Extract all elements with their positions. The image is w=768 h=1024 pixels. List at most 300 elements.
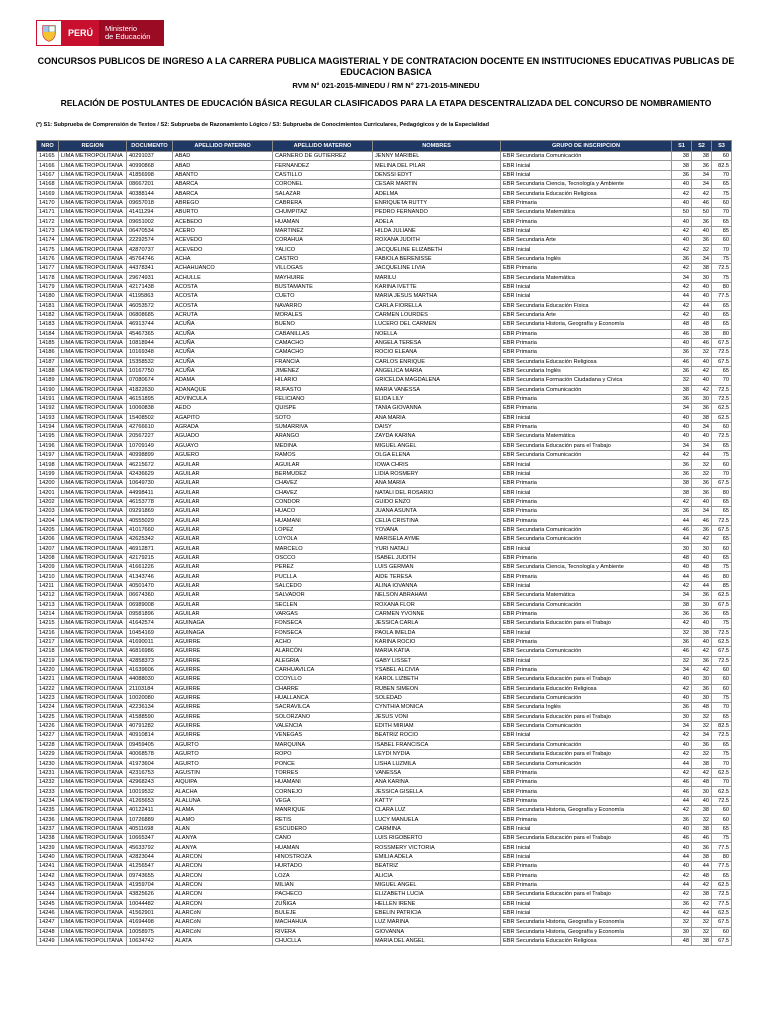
cell-region: LIMA METROPOLITANA <box>59 600 127 609</box>
cell-s1: 42 <box>672 768 692 777</box>
cell-grupo-inscripcion: EBR Primaria <box>501 815 672 824</box>
cell-region: LIMA METROPOLITANA <box>59 581 127 590</box>
cell-grupo-inscripcion: EBR Primaria <box>501 665 672 674</box>
cell-s3: 72.5 <box>712 890 732 899</box>
table-row <box>37 488 732 497</box>
cell-apellido-materno: CABRERA <box>273 198 373 207</box>
cell-s1: 36 <box>672 637 692 646</box>
cell-apellido-paterno: ACHAHUANCO <box>173 264 273 273</box>
cell-apellido-materno: CHAVEZ <box>273 488 373 497</box>
table-row <box>37 432 732 441</box>
table-row <box>37 469 732 478</box>
cell-nombres: JESSICA GISELLA <box>373 787 501 796</box>
table-row <box>37 843 732 852</box>
table-row <box>37 787 732 796</box>
table-row <box>37 656 732 665</box>
cell-documento: 10019532 <box>127 787 173 796</box>
cell-documento: 46053572 <box>127 301 173 310</box>
cell-grupo-inscripcion: EBR Secundaria Comunicación <box>501 647 672 656</box>
cell-s2: 36 <box>692 684 712 693</box>
cell-s2: 44 <box>692 301 712 310</box>
cell-s1: 32 <box>672 628 692 637</box>
cell-s1: 44 <box>672 796 692 805</box>
cell-s1: 36 <box>672 469 692 478</box>
cell-apellido-paterno: ACUÑA <box>173 357 273 366</box>
cell-nro: 14200 <box>37 479 59 488</box>
cell-nombres: ROXANA JUDITH <box>373 236 501 245</box>
cell-nombres: GABY LISSET <box>373 656 501 665</box>
table-row <box>37 404 732 413</box>
cell-documento: 10649730 <box>127 479 173 488</box>
table-row <box>37 189 732 198</box>
column-header-region: REGION <box>59 141 127 152</box>
table-row <box>37 750 732 759</box>
cell-nro: 14168 <box>37 180 59 189</box>
cell-grupo-inscripcion: EBR Primaria <box>501 479 672 488</box>
cell-nro: 14230 <box>37 759 59 768</box>
cell-apellido-materno: VILLOGAS <box>273 264 373 273</box>
cell-grupo-inscripcion: EBR Secundaria Comunicación <box>501 451 672 460</box>
cell-nombres: ZAYDA KARINA <box>373 432 501 441</box>
cell-s2: 30 <box>692 394 712 403</box>
cell-s2: 32 <box>692 721 712 730</box>
cell-documento: 09459405 <box>127 740 173 749</box>
cell-documento: 46912871 <box>127 544 173 553</box>
cell-nro: 14182 <box>37 310 59 319</box>
cell-nombres: LISHA LUZMILA <box>373 759 501 768</box>
cell-grupo-inscripcion: EBR Inicial <box>501 852 672 861</box>
cell-s3: 75 <box>712 750 732 759</box>
cell-s2: 34 <box>692 441 712 450</box>
cell-s2: 32 <box>692 460 712 469</box>
cell-grupo-inscripcion: EBR Secundaria Ciencia, Tecnología y Ambiente <box>501 563 672 572</box>
table-row <box>37 712 732 721</box>
cell-apellido-paterno: ACOSTA <box>173 282 273 291</box>
cell-grupo-inscripcion: EBR Primaria <box>501 338 672 347</box>
table-row <box>37 899 732 908</box>
table-row <box>37 553 732 562</box>
cell-s3: 65 <box>712 609 732 618</box>
cell-s3: 72.5 <box>712 432 732 441</box>
cell-grupo-inscripcion: EBR Primaria <box>501 796 672 805</box>
cell-region: LIMA METROPOLITANA <box>59 787 127 796</box>
cell-s2: 30 <box>692 544 712 553</box>
cell-grupo-inscripcion: EBR Secundaria Historia, Geografía y Economía <box>501 806 672 815</box>
cell-apellido-materno: ACHO <box>273 637 373 646</box>
table-body <box>37 152 732 946</box>
cell-apellido-paterno: AGUILAR <box>173 563 273 572</box>
cell-s2: 36 <box>692 609 712 618</box>
cell-documento: 42179215 <box>127 553 173 562</box>
document-subtitle: RELACIÓN DE POSTULANTES DE EDUCACIÓN BÁSICA REGULAR CLASIFICADOS PARA LA ETAPA DESCENTRALIZADA DEL CONCURSO DE NOMBRAMIENTO <box>60 98 712 108</box>
cell-region: LIMA METROPOLITANA <box>59 525 127 534</box>
cell-region: LIMA METROPOLITANA <box>59 161 127 170</box>
cell-nro: 14241 <box>37 862 59 871</box>
cell-apellido-paterno: ALARCON <box>173 852 273 861</box>
cell-s3: 80 <box>712 488 732 497</box>
cell-apellido-materno: ALARCÓN <box>273 647 373 656</box>
cell-grupo-inscripcion: EBR Secundaria Formación Ciudadana y Cívica <box>501 376 672 385</box>
cell-region: LIMA METROPOLITANA <box>59 712 127 721</box>
cell-grupo-inscripcion: EBR Inicial <box>501 899 672 908</box>
cell-s2: 44 <box>692 581 712 590</box>
resolution-reference: RVM N° 021-2015-MINEDU / RM N° 271-2015-MINEDU <box>292 81 480 90</box>
table-row <box>37 226 732 235</box>
cell-apellido-paterno: AGUIRRE <box>173 703 273 712</box>
cell-nro: 14193 <box>37 413 59 422</box>
table-row <box>37 880 732 889</box>
table-row <box>37 338 732 347</box>
cell-apellido-materno: HILARIO <box>273 376 373 385</box>
cell-nro: 14166 <box>37 161 59 170</box>
cell-nombres: CARMEN LOURDES <box>373 310 501 319</box>
cell-region: LIMA METROPOLITANA <box>59 675 127 684</box>
cell-apellido-paterno: ADANAQUE <box>173 385 273 394</box>
table-row <box>37 628 732 637</box>
cell-apellido-paterno: AGUILAR <box>173 609 273 618</box>
cell-documento: 20567227 <box>127 432 173 441</box>
cell-documento: 46153778 <box>127 497 173 506</box>
column-header-documento: DOCUMENTO <box>127 141 173 152</box>
cell-nombres: KATTY <box>373 796 501 805</box>
cell-nro: 14206 <box>37 535 59 544</box>
cell-nombres: ANA MARIA <box>373 413 501 422</box>
column-header-s1: S1 <box>672 141 692 152</box>
cell-region: LIMA METROPOLITANA <box>59 376 127 385</box>
cell-grupo-inscripcion: EBR Secundaria Educación para el Trabajo <box>501 619 672 628</box>
cell-s1: 44 <box>672 852 692 861</box>
cell-apellido-materno: MILIAN <box>273 880 373 889</box>
cell-nombres: KARINA ROCIO <box>373 637 501 646</box>
cell-s2: 44 <box>692 862 712 871</box>
logo-ministry <box>99 20 164 46</box>
cell-apellido-materno: HUAMAN <box>273 217 373 226</box>
cell-apellido-paterno: AGURTO <box>173 750 273 759</box>
cell-s2: 46 <box>692 198 712 207</box>
cell-apellido-materno: MARCELO <box>273 544 373 553</box>
cell-nombres: DAISY <box>373 422 501 431</box>
cell-nro: 14239 <box>37 843 59 852</box>
cell-grupo-inscripcion: EBR Secundaria Comunicación <box>501 600 672 609</box>
cell-s1: 44 <box>672 535 692 544</box>
cell-nombres: ANGELA TERESA <box>373 338 501 347</box>
cell-nombres: PAOLA IMELDA <box>373 628 501 637</box>
cell-s3: 70 <box>712 759 732 768</box>
cell-apellido-paterno: AGUILAR <box>173 516 273 525</box>
cell-documento: 10665347 <box>127 834 173 843</box>
table-row <box>37 927 732 936</box>
cell-nombres: CESAR MARTIN <box>373 180 501 189</box>
cell-region: LIMA METROPOLITANA <box>59 394 127 403</box>
cell-s2: 42 <box>692 880 712 889</box>
cell-region: LIMA METROPOLITANA <box>59 254 127 263</box>
cell-nombres: DENSSI EDYT <box>373 170 501 179</box>
column-header-s3: S3 <box>712 141 732 152</box>
cell-nombres: SOLEDAD <box>373 693 501 702</box>
cell-grupo-inscripcion: EBR Primaria <box>501 609 672 618</box>
cell-apellido-paterno: ALANYA <box>173 843 273 852</box>
cell-apellido-materno: SALAZAR <box>273 189 373 198</box>
cell-apellido-paterno: ALARCóN <box>173 927 273 936</box>
cell-s2: 36 <box>692 525 712 534</box>
table-row <box>37 824 732 833</box>
cell-apellido-paterno: ACUÑA <box>173 320 273 329</box>
cell-grupo-inscripcion: EBR Secundaria Educación para el Trabajo <box>501 890 672 899</box>
table-row <box>37 572 732 581</box>
minedu-logo <box>36 20 164 46</box>
cell-nombres: AIDE TERESA <box>373 572 501 581</box>
cell-s1: 32 <box>672 656 692 665</box>
cell-s2: 38 <box>692 413 712 422</box>
table-row <box>37 320 732 329</box>
cell-region: LIMA METROPOLITANA <box>59 226 127 235</box>
cell-documento: 10169348 <box>127 348 173 357</box>
cell-s3: 75 <box>712 834 732 843</box>
cell-s3: 62.5 <box>712 591 732 600</box>
cell-documento: 46151895 <box>127 394 173 403</box>
cell-documento: 42236134 <box>127 703 173 712</box>
cell-apellido-materno: LOYOLA <box>273 535 373 544</box>
table-row <box>37 451 732 460</box>
cell-nombres: JACQUELINE LIVIA <box>373 264 501 273</box>
cell-apellido-materno: CHARRE <box>273 684 373 693</box>
cell-apellido-materno: MACHAHUA <box>273 918 373 927</box>
cell-grupo-inscripcion: EBR Primaria <box>501 516 672 525</box>
cell-s3: 72.5 <box>712 385 732 394</box>
cell-s3: 70 <box>712 778 732 787</box>
cell-grupo-inscripcion: EBR Secundaria Inglés <box>501 366 672 375</box>
cell-nro: 14211 <box>37 581 59 590</box>
cell-apellido-paterno: ACEVEDO <box>173 236 273 245</box>
cell-region: LIMA METROPOLITANA <box>59 553 127 562</box>
table-row <box>37 637 732 646</box>
cell-nombres: ROXANA FLOR <box>373 600 501 609</box>
cell-s3: 60 <box>712 684 732 693</box>
cell-s2: 40 <box>692 376 712 385</box>
table-row <box>37 936 732 945</box>
cell-s2: 40 <box>692 226 712 235</box>
cell-documento: 41562901 <box>127 908 173 917</box>
cell-region: LIMA METROPOLITANA <box>59 366 127 375</box>
cell-grupo-inscripcion: EBR Secundaria Arte <box>501 236 672 245</box>
cell-nombres: MIGUEL ANGEL <box>373 441 501 450</box>
cell-s2: 32 <box>692 712 712 721</box>
cell-grupo-inscripcion: EBR Secundaria Comunicación <box>501 152 672 161</box>
cell-apellido-paterno: ALARCON <box>173 871 273 880</box>
cell-grupo-inscripcion: EBR Inicial <box>501 908 672 917</box>
cell-region: LIMA METROPOLITANA <box>59 236 127 245</box>
cell-nro: 14222 <box>37 684 59 693</box>
cell-s2: 50 <box>692 208 712 217</box>
cell-nombres: ANA MARIA <box>373 479 501 488</box>
cell-region: LIMA METROPOLITANA <box>59 918 127 927</box>
cell-nro: 14203 <box>37 507 59 516</box>
cell-nro: 14247 <box>37 918 59 927</box>
cell-nro: 14210 <box>37 572 59 581</box>
cell-apellido-paterno: AGUIRRE <box>173 693 273 702</box>
cell-s3: 67.5 <box>712 600 732 609</box>
cell-region: LIMA METROPOLITANA <box>59 572 127 581</box>
cell-grupo-inscripcion: EBR Secundaria Comunicación <box>501 740 672 749</box>
cell-apellido-materno: RAMOS <box>273 451 373 460</box>
cell-s3: 62.5 <box>712 404 732 413</box>
cell-nombres: BEATRIZ <box>373 862 501 871</box>
cell-grupo-inscripcion: EBR Secundaria Comunicación <box>501 693 672 702</box>
cell-apellido-paterno: AGRADA <box>173 422 273 431</box>
cell-grupo-inscripcion: EBR Inicial <box>501 460 672 469</box>
cell-grupo-inscripcion: EBR Secundaria Historia, Geografía y Economía <box>501 927 672 936</box>
cell-nombres: ISABEL FRANCISCA <box>373 740 501 749</box>
cell-nro: 14215 <box>37 619 59 628</box>
cell-s1: 34 <box>672 721 692 730</box>
cell-apellido-paterno: AGUIRRE <box>173 721 273 730</box>
cell-s1: 34 <box>672 273 692 282</box>
cell-nro: 14179 <box>37 282 59 291</box>
cell-apellido-materno: SOTO <box>273 413 373 422</box>
cell-apellido-paterno: ALARCóN <box>173 918 273 927</box>
cell-nombres: ROSSMERY VICTORIA <box>373 843 501 852</box>
cell-nombres: ENRIQUETA RUTTY <box>373 198 501 207</box>
cell-s2: 34 <box>692 507 712 516</box>
cell-apellido-paterno: AGUIRRE <box>173 656 273 665</box>
cell-s1: 46 <box>672 525 692 534</box>
cell-nro: 14218 <box>37 647 59 656</box>
cell-nombres: EDITH MIRIAM <box>373 721 501 730</box>
table-row <box>37 890 732 899</box>
table-row <box>37 675 732 684</box>
table-row <box>37 525 732 534</box>
cell-grupo-inscripcion: EBR Inicial <box>501 469 672 478</box>
cell-nombres: GIOVANNA <box>373 927 501 936</box>
cell-apellido-materno: RETIS <box>273 815 373 824</box>
cell-nombres: RUBEN SIMEON <box>373 684 501 693</box>
table-row <box>37 273 732 282</box>
cell-documento: 10634742 <box>127 936 173 945</box>
cell-s3: 72.5 <box>712 264 732 273</box>
cell-s1: 44 <box>672 759 692 768</box>
cell-apellido-materno: FONSECA <box>273 628 373 637</box>
cell-apellido-paterno: AGUILAR <box>173 535 273 544</box>
cell-grupo-inscripcion: EBR Secundaria Historia, Geografía y Economía <box>501 918 672 927</box>
cell-nro: 14234 <box>37 796 59 805</box>
table-row <box>37 180 732 189</box>
cell-grupo-inscripcion: EBR Secundaria Comunicación <box>501 385 672 394</box>
cell-apellido-materno: FELICIANO <box>273 394 373 403</box>
cell-grupo-inscripcion: EBR Primaria <box>501 787 672 796</box>
cell-nro: 14171 <box>37 208 59 217</box>
logo-ministry-line1: Ministerio <box>105 24 138 33</box>
cell-nombres: ANGELICA MARIA <box>373 366 501 375</box>
cell-nro: 14245 <box>37 899 59 908</box>
cell-region: LIMA METROPOLITANA <box>59 806 127 815</box>
cell-documento: 43825626 <box>127 890 173 899</box>
cell-apellido-paterno: ACUÑA <box>173 338 273 347</box>
cell-nro: 14208 <box>37 553 59 562</box>
cell-s1: 40 <box>672 740 692 749</box>
table-row <box>37 152 732 161</box>
cell-documento: 46816986 <box>127 647 173 656</box>
cell-apellido-materno: YALICO <box>273 245 373 254</box>
cell-nombres: IOWA CHRIS <box>373 460 501 469</box>
cell-s1: 42 <box>672 806 692 815</box>
cell-grupo-inscripcion: EBR Inicial <box>501 731 672 740</box>
cell-nombres: LIDIA ROSMERY <box>373 469 501 478</box>
cell-s2: 38 <box>692 936 712 945</box>
cell-grupo-inscripcion: EBR Primaria <box>501 329 672 338</box>
cell-s2: 32 <box>692 348 712 357</box>
cell-s3: 72.5 <box>712 394 732 403</box>
cell-s1: 36 <box>672 366 692 375</box>
cell-apellido-paterno: ACOSTA <box>173 292 273 301</box>
cell-apellido-materno: CASTILLO <box>273 170 373 179</box>
cell-s1: 40 <box>672 217 692 226</box>
cell-documento: 40501470 <box>127 581 173 590</box>
cell-nombres: CYNTHIA MONICA <box>373 703 501 712</box>
cell-apellido-materno: CHUMPITAZ <box>273 208 373 217</box>
cell-s3: 65 <box>712 320 732 329</box>
cell-nro: 14183 <box>37 320 59 329</box>
cell-s2: 46 <box>692 572 712 581</box>
cell-apellido-paterno: AGUIRRE <box>173 637 273 646</box>
cell-apellido-materno: CARNERO DE GUTIERREZ <box>273 152 373 161</box>
cell-nro: 14242 <box>37 871 59 880</box>
cell-s2: 34 <box>692 254 712 263</box>
cell-apellido-paterno: ACOSTA <box>173 301 273 310</box>
cell-documento: 09581896 <box>127 609 173 618</box>
cell-nro: 14187 <box>37 357 59 366</box>
cell-region: LIMA METROPOLITANA <box>59 759 127 768</box>
cell-s3: 60 <box>712 460 732 469</box>
cell-s1: 42 <box>672 264 692 273</box>
cell-nombres: FABIOLA BERENISSE <box>373 254 501 263</box>
cell-apellido-paterno: ALARCON <box>173 890 273 899</box>
cell-nombres: YOVANA <box>373 525 501 534</box>
cell-s1: 36 <box>672 815 692 824</box>
cell-apellido-paterno: AGUIRRE <box>173 684 273 693</box>
cell-s3: 80 <box>712 329 732 338</box>
cell-nombres: OLGA ELENA <box>373 451 501 460</box>
cell-s3: 77.5 <box>712 843 732 852</box>
cell-apellido-paterno: AGUILAR <box>173 488 273 497</box>
cell-grupo-inscripcion: EBR Secundaria Educación Religiosa <box>501 189 672 198</box>
cell-documento: 40910814 <box>127 731 173 740</box>
cell-documento: 40998899 <box>127 451 173 460</box>
cell-nombres: VANESSA <box>373 768 501 777</box>
table-row <box>37 862 732 871</box>
cell-s2: 40 <box>692 619 712 628</box>
cell-nro: 14165 <box>37 152 59 161</box>
cell-nro: 14243 <box>37 880 59 889</box>
cell-apellido-materno: CCOYLLO <box>273 675 373 684</box>
cell-apellido-paterno: ALANYA <box>173 834 273 843</box>
cell-nombres: MARIA DEL ANGEL <box>373 936 501 945</box>
cell-apellido-materno: LOPEZ <box>273 525 373 534</box>
cell-nombres: MARISELA AYME <box>373 535 501 544</box>
cell-s3: 65 <box>712 441 732 450</box>
cell-s2: 48 <box>692 778 712 787</box>
cell-nombres: NATALI DEL ROSARIO <box>373 488 501 497</box>
table-header-row <box>37 141 732 152</box>
table-row <box>37 591 732 600</box>
column-header-nro: NRO <box>37 141 59 152</box>
cell-apellido-paterno: ABARCA <box>173 180 273 189</box>
table-row <box>37 609 732 618</box>
cell-s2: 36 <box>692 656 712 665</box>
cell-apellido-paterno: AEDO <box>173 404 273 413</box>
cell-s2: 32 <box>692 815 712 824</box>
cell-apellido-materno: SUMARRIVA <box>273 422 373 431</box>
cell-apellido-materno: HUAMANI <box>273 778 373 787</box>
